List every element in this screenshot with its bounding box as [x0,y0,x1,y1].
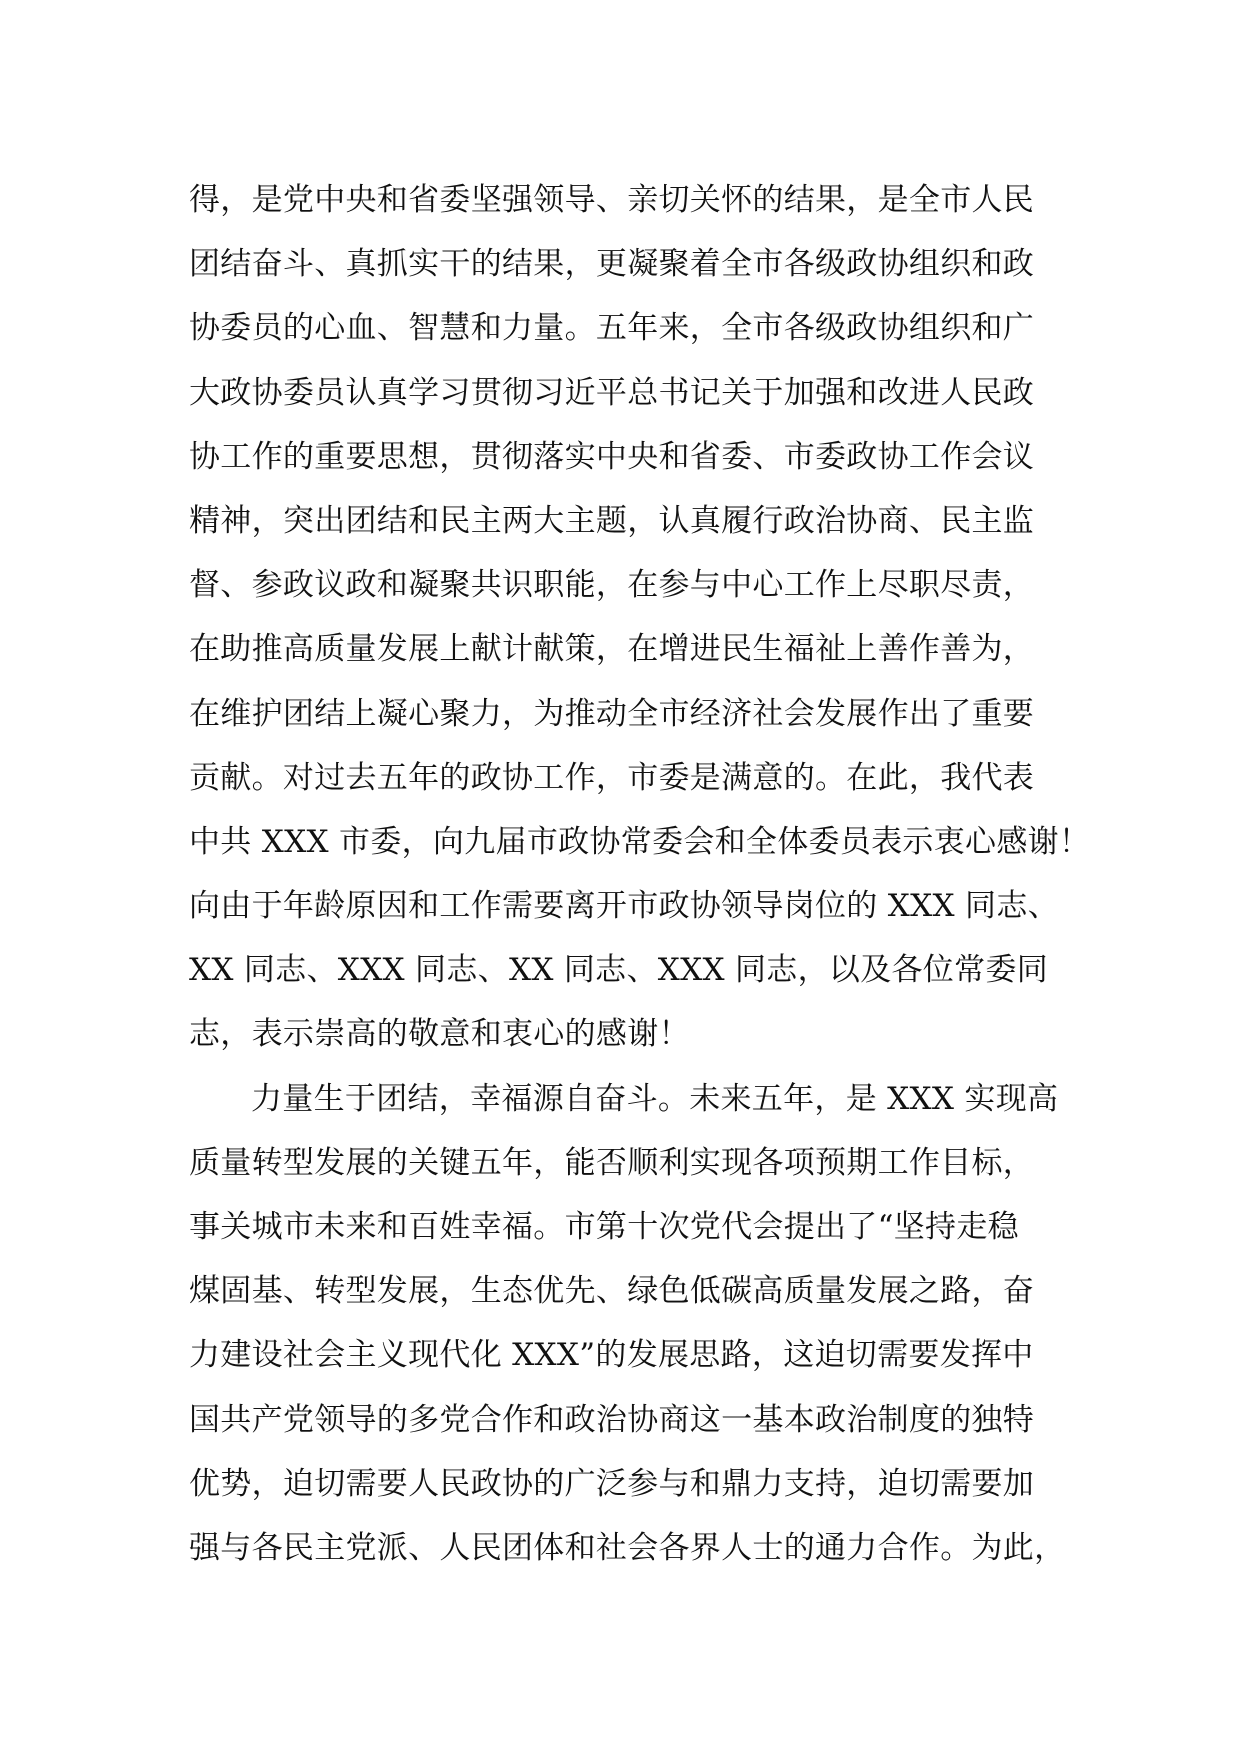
text-line: 在助推高质量发展上献计献策，在增进民生福祉上善作善为， [189,631,1035,668]
paragraph-2 [189,1067,1069,1581]
text-line: 协工作的重要思想，贯彻落实中央和省委、市委政协工作会议 [189,438,1035,475]
body-text [189,168,1091,1580]
text-line: 向由于年龄原因和工作需要离开市政协领导岗位的 XXX 同志、 [189,888,1059,925]
text-line: 协委员的心血、智慧和力量。五年来，全市各级政协组织和广 [189,310,1035,347]
text-line: XX 同志、XXX 同志、XX 同志、XXX 同志，以及各位常委同 [189,952,1049,989]
text-line: 大政协委员认真学习贯彻习近平总书记关于加强和改进人民政 [189,374,1035,411]
text-line: 质量转型发展的关键五年，能否顺利实现各项预期工作目标， [189,1144,1035,1181]
text-line: 事关城市未来和百姓幸福。市第十次党代会提出了“坚持走稳 [189,1209,1019,1245]
text-line: 志，表示崇高的敬意和衷心的感谢！ [189,1016,690,1053]
text-line: 团结奋斗、真抓实干的结果，更凝聚着全市各级政协组织和政 [189,246,1035,283]
text-line-indented: 力量生于团结，幸福源自奋斗。未来五年，是 XXX 实现高 [251,1080,1059,1117]
text-line: 优势，迫切需要人民政协的广泛参与和鼎力支持，迫切需要加 [189,1465,1035,1502]
text-line: 督、参政议政和凝聚共识职能，在参与中心工作上尽职尽责， [189,567,1035,604]
text-line: 在维护团结上凝心聚力，为推动全市经济社会发展作出了重要 [189,695,1035,732]
paragraph-1 [189,168,1091,1067]
text-line: 强与各民主党派、人民团体和社会各界人士的通力合作。为此， [189,1529,1066,1566]
text-line: 贡献。对过去五年的政协工作，市委是满意的。在此，我代表 [189,759,1035,796]
text-line: 中共 XXX 市委，向九届市政协常委会和全体委员表示衷心感谢！ [189,823,1091,860]
text-line: 国共产党领导的多党合作和政治协商这一基本政治制度的独特 [189,1401,1035,1438]
text-line: 精神，突出团结和民主两大主题，认真履行政治协商、民主监 [189,502,1035,539]
text-line: 煤固基、转型发展，生态优先、绿色低碳高质量发展之路，奋 [189,1273,1035,1310]
text-line: 力建设社会主义现代化 XXX”的发展思路，这迫切需要发挥中 [189,1337,1034,1374]
text-line: 得，是党中央和省委坚强领导、亲切关怀的结果，是全市人民 [189,182,1035,218]
